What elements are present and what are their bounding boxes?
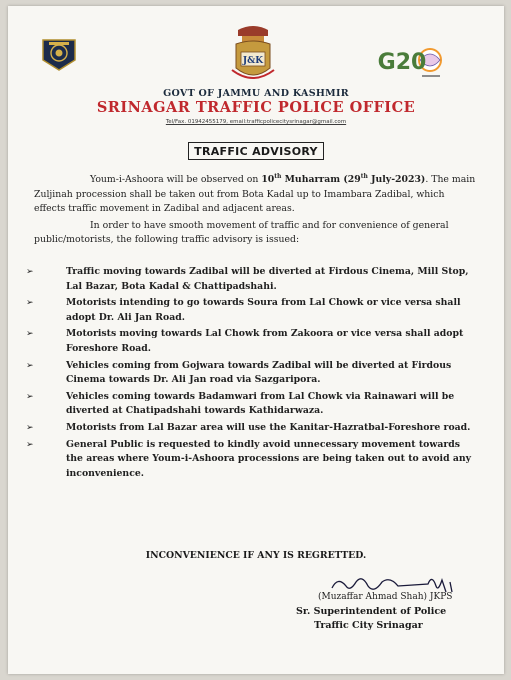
advisory-item-text: Motorists intending to go towards Soura from Lal Chowk or vice versa shall adopt Dr. Ali Jan Road. (66, 297, 461, 323)
state-emblem-icon (226, 24, 280, 88)
jk-police-logo-icon (40, 36, 78, 72)
advisory-item-text: Motorists from Lal Bazar area will use the Kanitar-Hazratbal-Foreshore road. (66, 421, 471, 433)
intro-paragraph-1 (34, 170, 476, 217)
govt-heading: GOVT OF JAMMU AND KASHMIR (163, 88, 349, 99)
closing-line: INCONVENIENCE IF ANY IS REGRETTED. (145, 550, 367, 561)
advisory-item (26, 390, 478, 419)
arrow-bullet-icon: ➢ (26, 267, 34, 277)
p1-part-b: 10 (261, 174, 275, 186)
advisory-item (26, 296, 478, 325)
advisory-item-text: Motorists moving towards Lal Chowk from Zakoora or vice versa shall adopt Foreshore Road. (66, 328, 464, 354)
arrow-bullet-icon: ➢ (26, 329, 34, 340)
p1-part-c: th (274, 173, 282, 180)
p1-date-bold (261, 174, 425, 185)
g20-logo-icon (374, 42, 454, 82)
signatory-designation: Sr. Superintendent of Police (296, 606, 447, 617)
letterhead (8, 6, 504, 136)
p1-part-g: . The main Zuljinah procession shall be taken out from Bota Kadal up to Imambara Zadibal, which effects traffic movement in Zadibal and adjacent areas. (34, 174, 476, 215)
advisory-item-text: Vehicles coming from Gojwara towards Zadibal will be diverted at Firdous Cinema towards Dr. Ali Jan road via Sazgaripora. (66, 359, 452, 386)
document-title (8, 140, 504, 159)
advisory-item (26, 359, 478, 388)
advisory-document (8, 6, 504, 674)
g20-lettering: G20 (377, 50, 427, 75)
intro-paragraph-2: In order to have smooth movement of traffic and for convenience of general public/motorists, the following traffic advisory is issued: (34, 219, 449, 246)
emblem-lettering: J&K (242, 56, 264, 66)
office-heading: SRINAGAR TRAFFIC POLICE OFFICE (96, 99, 416, 116)
p1-part-e: th (360, 173, 368, 180)
arrow-bullet-icon: ➢ (26, 360, 34, 371)
advisory-item-text: Traffic moving towards Zadibal will be diverted at Firdous Cinema, Mill Stop, Lal Bazar, Bota Kadal & Chattipadshahi. (66, 266, 469, 292)
signatory-name: (Muzaffar Ahmad Shah) JKPS (318, 592, 453, 602)
intro-paragraphs (34, 170, 476, 250)
advisory-item (26, 438, 478, 482)
advisory-item (26, 421, 478, 436)
title-box: TRAFFIC ADVISORY (188, 142, 324, 160)
arrow-bullet-icon: ➢ (26, 298, 34, 309)
contact-line: Tel/Fax. 01942455179, email:trafficpolicecitysrinagar@gmail.com (165, 119, 347, 125)
arrow-bullet-icon: ➢ (26, 391, 34, 402)
signatory-location: Traffic City Srinagar (314, 620, 423, 631)
p1-part-f: July-2023) (367, 174, 426, 186)
advisory-item-text: General Public is requested to kindly avoid unnecessary movement towards the areas where Youm-i-Ashoora processions are being taken out to avoid any inconvenience. (66, 438, 472, 479)
advisory-item (26, 265, 478, 294)
p1-part-d: Muharram (29 (281, 174, 361, 186)
advisory-item-text: Vehicles coming towards Badamwari from Lal Chowk via Rainawari will be diverted at Chatipadshahi towards Kathidarwaza. (66, 390, 455, 417)
advisory-item (26, 327, 478, 356)
arrow-bullet-icon: ➢ (26, 439, 34, 450)
p1-part-a: Youm-i-Ashoora will be observed on (90, 174, 262, 186)
advisory-list (26, 265, 478, 483)
arrow-bullet-icon: ➢ (26, 422, 34, 433)
